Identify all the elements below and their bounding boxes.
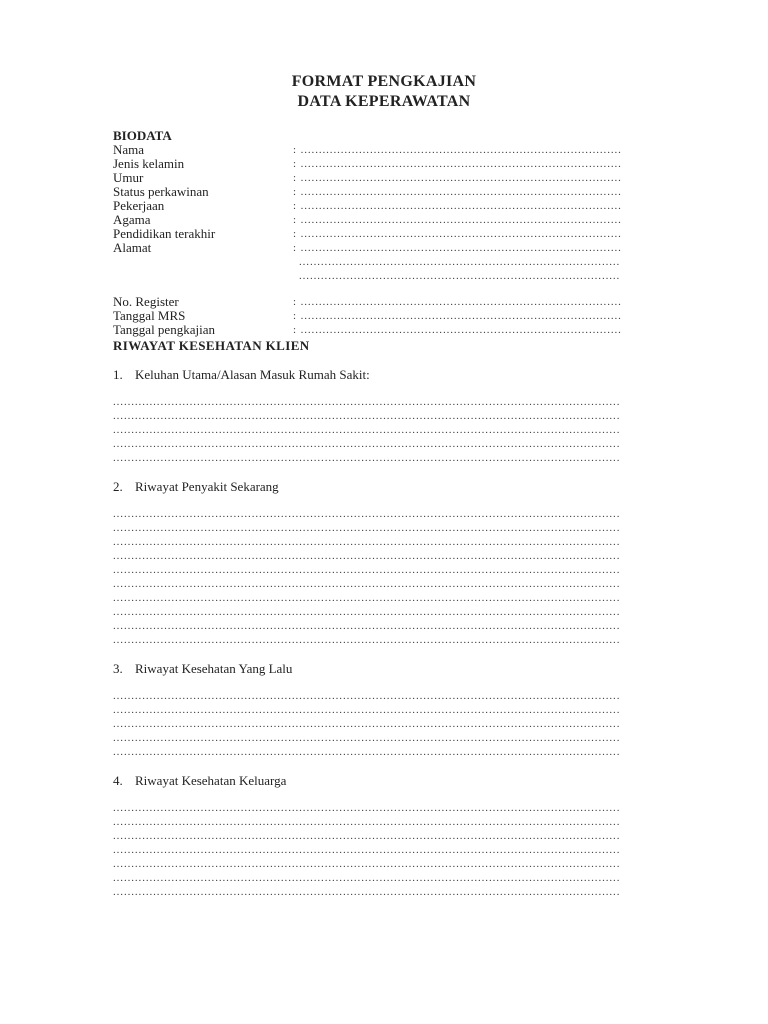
answer-line: ........................................................................................................................................... <box>113 410 621 422</box>
answer-line: ........................................................................................................................................... <box>113 872 621 884</box>
field-agama <box>113 213 658 227</box>
biodata-fields <box>113 143 658 337</box>
answer-line: ........................................................................................................................................... <box>113 606 621 618</box>
answer-line: ........................................................................................................................................... <box>113 690 621 702</box>
question-2 <box>113 479 658 647</box>
answer-line: ........................................................................................................................................... <box>113 564 621 576</box>
biodata-heading: BIODATA <box>113 128 172 143</box>
answer-line: ........................................................................................................................................... <box>113 438 621 450</box>
question-text: Riwayat Penyakit Sekarang <box>135 479 279 494</box>
answer-line: ........................................................................................................................................... <box>113 634 621 646</box>
fill-line: : ........................................................................................ <box>293 324 622 336</box>
field-label: Tanggal MRS <box>113 308 186 323</box>
question-number: 4. <box>113 773 123 788</box>
question-label <box>113 661 658 677</box>
fill-line: : ........................................................................................ <box>293 172 622 184</box>
answer-line: ........................................................................................................................................... <box>113 844 621 856</box>
question-4 <box>113 773 658 899</box>
answer-line: ........................................................................................................................................... <box>113 746 621 758</box>
field-label: Status perkawinan <box>113 184 209 199</box>
answer-line: ........................................................................................................................................... <box>113 718 621 730</box>
answer-line: ........................................................................................................................................... <box>113 732 621 744</box>
question-3 <box>113 661 658 759</box>
answer-line: ........................................................................................................................................... <box>113 886 621 898</box>
answer-lines <box>113 507 658 647</box>
fill-line: ........................................................................................ <box>299 256 621 268</box>
field-label: Pendidikan terakhir <box>113 226 216 241</box>
question-label <box>113 479 658 495</box>
field-alamat-cont-1 <box>113 255 658 269</box>
answer-lines <box>113 689 658 759</box>
question-text: Riwayat Kesehatan Keluarga <box>135 773 287 788</box>
field-label: Agama <box>113 212 151 227</box>
question-text: Keluhan Utama/Alasan Masuk Rumah Sakit: <box>135 367 370 382</box>
riwayat-heading: RIWAYAT KESEHATAN KLIEN <box>113 338 310 353</box>
answer-line: ........................................................................................................................................... <box>113 802 621 814</box>
answer-line: ........................................................................................................................................... <box>113 816 621 828</box>
answer-line: ........................................................................................................................................... <box>113 858 621 870</box>
fill-line: : ........................................................................................ <box>293 200 622 212</box>
fill-line: : ........................................................................................ <box>293 186 622 198</box>
field-label: No. Register <box>113 294 179 309</box>
field-umur <box>113 171 658 185</box>
field-pekerjaan <box>113 199 658 213</box>
answer-line: ........................................................................................................................................... <box>113 830 621 842</box>
field-jenis-kelamin <box>113 157 658 171</box>
answer-line: ........................................................................................................................................... <box>113 620 621 632</box>
answer-line: ........................................................................................................................................... <box>113 424 621 436</box>
question-label <box>113 773 658 789</box>
question-text: Riwayat Kesehatan Yang Lalu <box>135 661 293 676</box>
fill-line: : ........................................................................................ <box>293 242 622 254</box>
document-title: FORMAT PENGKAJIAN <box>291 73 477 90</box>
field-tanggal-mrs <box>113 309 658 323</box>
fill-line: ........................................................................................ <box>299 270 621 282</box>
field-label: Jenis kelamin <box>113 156 185 171</box>
answer-line: ........................................................................................................................................... <box>113 452 621 464</box>
fill-line: : ........................................................................................ <box>293 158 622 170</box>
fill-line: : ........................................................................................ <box>293 144 622 156</box>
answer-lines <box>113 395 658 465</box>
answer-lines <box>113 801 658 899</box>
answer-line: ........................................................................................................................................... <box>113 536 621 548</box>
field-status-perkawinan <box>113 185 658 199</box>
question-number: 3. <box>113 661 123 676</box>
question-number: 2. <box>113 479 123 494</box>
field-nama <box>113 143 658 157</box>
answer-line: ........................................................................................................................................... <box>113 550 621 562</box>
fill-line: : ........................................................................................ <box>293 214 622 226</box>
field-alamat-cont-2 <box>113 269 658 283</box>
question-label <box>113 367 658 383</box>
fill-line: : ........................................................................................ <box>293 228 622 240</box>
field-pendidikan-terakhir <box>113 227 658 241</box>
field-tanggal-pengkajian <box>113 323 658 337</box>
answer-line: ........................................................................................................................................... <box>113 704 621 716</box>
answer-line: ........................................................................................................................................... <box>113 396 621 408</box>
fill-line: : ........................................................................................ <box>293 310 622 322</box>
answer-line: ........................................................................................................................................... <box>113 508 621 520</box>
document-subtitle: DATA KEPERAWATAN <box>297 93 471 110</box>
field-label: Pekerjaan <box>113 198 165 213</box>
answer-line: ........................................................................................................................................... <box>113 592 621 604</box>
field-label: Nama <box>113 142 145 157</box>
field-label: Alamat <box>113 240 152 255</box>
field-label: Umur <box>113 170 144 185</box>
question-1 <box>113 367 658 465</box>
question-number: 1. <box>113 367 123 382</box>
fill-line: : ........................................................................................ <box>293 296 622 308</box>
answer-line: ........................................................................................................................................... <box>113 522 621 534</box>
field-alamat <box>113 241 658 255</box>
answer-line: ........................................................................................................................................... <box>113 578 621 590</box>
field-label: Tanggal pengkajian <box>113 322 215 337</box>
field-no-register <box>113 295 658 309</box>
